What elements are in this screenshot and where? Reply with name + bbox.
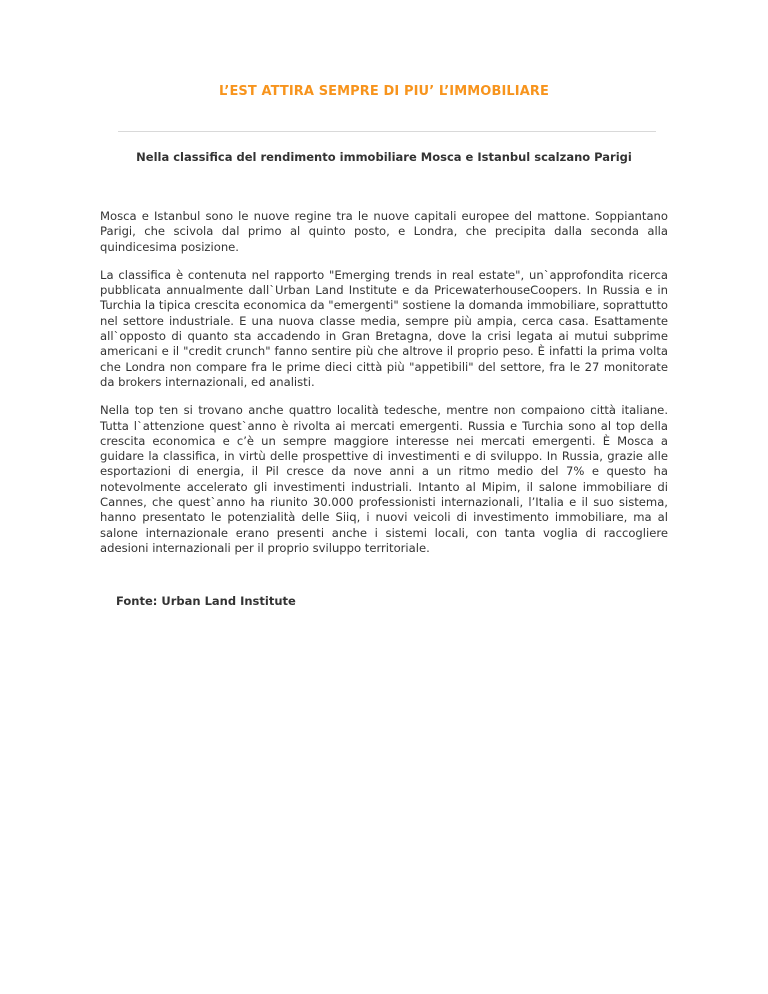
- article-subtitle: Nella classifica del rendimento immobiliare Mosca e Istanbul scalzano Parigi: [136, 150, 632, 164]
- article-paragraph-3: Nella top ten si trovano anche quattro località tedesche, mentre non compaiono città italiane. Tutta l`attenzione quest`anno è rivolta ai mercati emergenti. Russia e Turchia sono al top della crescita economica e c’è un sempre maggiore interesse nei mercati emergenti. È Mosca a guidare la classifica, in virtù delle prospettive di investimenti e di sviluppo. In Russia, grazie alle esportazioni di energia, il Pil cresce da nove anni a un ritmo medio del 7% e questo ha notevolmente accelerato gli investimenti industriali. Intanto al Mipim, il salone immobiliare di Cannes, che quest`anno ha riunito 30.000 professionisti internazionali, l’Italia e il suo sistema, hanno presentato le potenzialità delle Siiq, i nuovi veicoli di investimento immobiliare, ma al salone internazionale erano presenti anche i sistemi locali, con tanta voglia di raccogliere adesioni internazionali per il proprio sviluppo territoriale.: [100, 403, 668, 555]
- article-title: L’EST ATTIRA SEMPRE DI PIU’ L’IMMOBILIARE: [219, 84, 549, 99]
- article-source: Fonte: Urban Land Institute: [116, 594, 296, 608]
- article-body: [100, 209, 668, 569]
- article-paragraph-1: Mosca e Istanbul sono le nuove regine tra le nuove capitali europee del mattone. Soppiantano Parigi, che scivola dal primo al quinto posto, e Londra, che precipita dalla seconda alla quindicesima posizione.: [100, 209, 668, 254]
- title-divider: [118, 131, 656, 132]
- article-paragraph-2: La classifica è contenuta nel rapporto "Emerging trends in real estate", un`approfondita ricerca pubblicata annualmente dall`Urban Land Institute e da PricewaterhouseCoopers. In Russia e in Turchia la tipica crescita economica da "emergenti" sostiene la domanda immobiliare, soprattutto nel settore industriale. E una nuova classe media, sempre più ampia, cerca casa. Esattamente all`opposto di quanto sta accadendo in Gran Bretagna, dove la crisi legata ai mutui subprime americani e il "credit crunch" fanno sentire più che altrove il proprio peso. È infatti la prima volta che Londra non compare fra le prime dieci città più "appetibili" del settore, fra le 27 monitorate da brokers internazionali, ed analisti.: [100, 267, 669, 389]
